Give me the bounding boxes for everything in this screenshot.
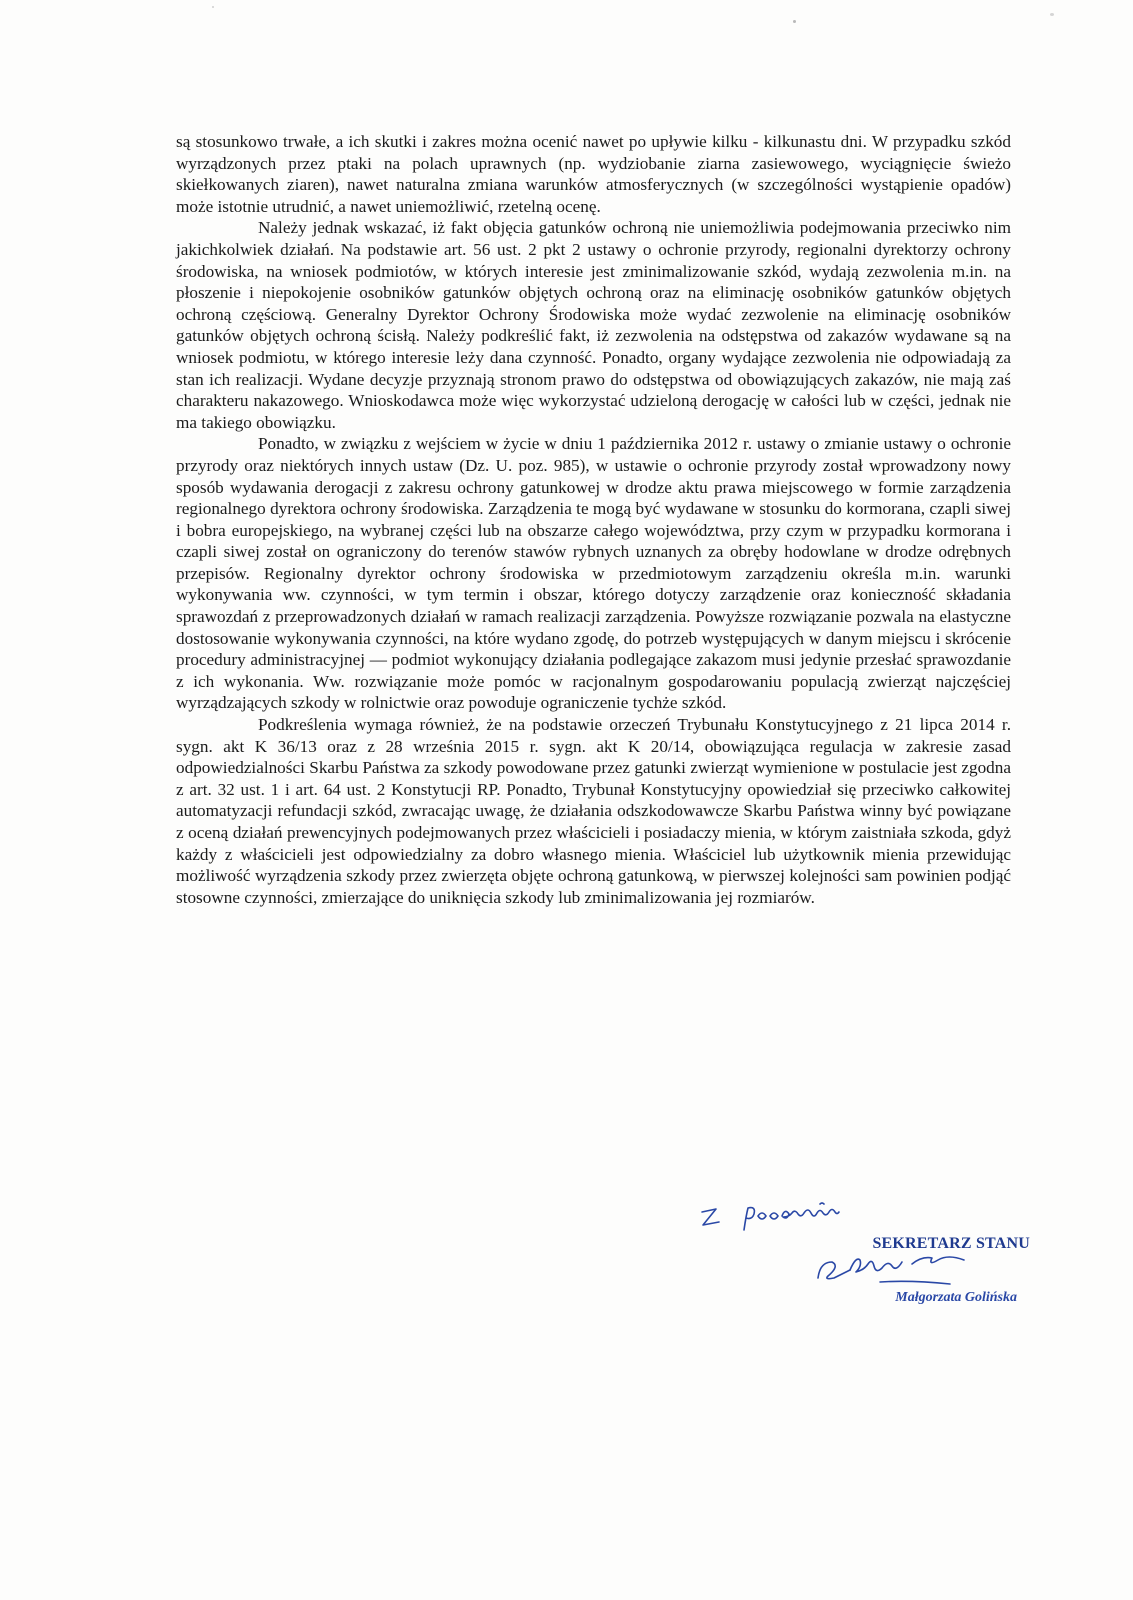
letter-body (176, 131, 1011, 908)
body-paragraph: są stosunkowo trwałe, a ich skutki i zakres można ocenić nawet po upływie kilku - kilkunastu dni. W przypadku szkód wyrządzonych przez ptaki na polach uprawnych (np. wydziobanie ziarna zasiewowego, wyciągnięcie świeżo skiełkowanych ziaren), nawet naturalna zmiana warunków atmosferycznych (w szczególności wystąpienie opadów) może istotnie utrudnić, a nawet uniemożliwić, rzetelną ocenę. (176, 132, 1011, 216)
scan-speck (793, 20, 796, 23)
body-paragraph: Należy jednak wskazać, iż fakt objęcia gatunków ochroną nie uniemożliwia podejmowania przeciwko nim jakichkolwiek działań. Na podstawie art. 56 ust. 2 pkt 2 ustawy o ochronie przyrody, regionalni dyrektorzy ochrony środowiska, na wniosek podmiotów, w których interesie jest zminimalizowanie szkód, wydają zezwolenia m.in. na płoszenie i niepokojenie osobników gatunków objętych ochroną oraz na eliminację osobników gatunków objętych ochroną częściową. Generalny Dyrektor Ochrony Środowiska może wydać zezwolenie na eliminację osobników gatunków objętych ochroną ścisłą. Należy podkreślić fakt, iż zezwolenia na odstępstwa od zakazów wydawane są na wniosek podmiotu, w którego interesie leży dana czynność. Ponadto, organy wydające zezwolenia nie odpowiadają za stan ich realizacji. Wydane decyzje przyznają stronom prawo do odstępstwa od obowiązujących zakazów, nie mają zaś charakteru nakazowego. Wnioskodawca może więc wykorzystać udzieloną derogację w całości lub w części, jednak nie ma takiego obowiązku. (176, 218, 1011, 432)
signatory-title: SEKRETARZ STANU (872, 1235, 1030, 1252)
body-paragraph: Ponadto, w związku z wejściem w życie w dniu 1 października 2012 r. ustawy o zmianie ustawy o ochronie przyrody oraz niektórych innych ustaw (Dz. U. poz. 985), w ustawie o ochronie przyrody został wprowadzony nowy sposób wydawania derogacji z zakresu ochrony gatunkowej w drodze aktu prawa miejscowego w formie zarządzenia regionalnego dyrektora ochrony środowiska. Zarządzenia te mogą być wydawane w stosunku do kormorana, czapli siwej i bobra europejskiego, na wybranej części lub na obszarze całego województwa, przy czym w przypadku kormorana i czapli siwej został on ograniczony do terenów stawów rybnych uznanych za obręby hodowlane w drodze odrębnych przepisów. Regionalny dyrektor ochrony środowiska w przedmiotowym zarządzeniu określa m.in. warunki wykonywania ww. czynności, w tym termin i obszar, którego dotyczy zarządzenie oraz konieczność składania sprawozdań z przeprowadzonych działań w ramach realizacji zarządzenia. Powyższe rozwiązanie pozwala na elastyczne dostosowanie wykonywania czynności, na które wydano zgodę, do potrzeb występujących w danym miejscu i skrócenie procedury administracyjnej — podmiot wykonujący działania podlegające zakazom musi jedynie przesłać sprawozdanie z ich wykonania. Ww. rozwiązanie może pomóc w racjonalnym gospodarowaniu populacją zwierząt najczęściej wyrządzających szkody w rolnictwie oraz powoduje ograniczenie tychże szkód. (176, 434, 1011, 713)
scan-speck (1050, 13, 1054, 16)
body-paragraph: Podkreślenia wymaga również, że na podstawie orzeczeń Trybunału Konstytucyjnego z 21 lipca 2014 r. sygn. akt K 36/13 oraz z 28 września 2015 r. sygn. akt K 20/14, obowiązująca regulacja w zakresie zasad odpowiedzialności Skarbu Państwa za szkody powodowane przez gatunki zwierząt wymienione w postulacie jest zgodna z art. 32 ust. 1 i art. 64 ust. 2 Konstytucji RP. Ponadto, Trybunał Konstytucyjny opowiedział się przeciwko całkowitej automatyzacji refundacji szkód, zwracając uwagę, że działania odszkodowawcze Skarbu Państwa winny być powiązane z oceną działań prewencyjnych podejmowanych przez właścicieli i posiadaczy mienia, w którym zaistniała szkoda, gdyż każdy z właścicieli jest odpowiedzialny za dobro własnego mienia. Właściciel lub użytkownik mienia przewidując możliwość wyrządzenia szkody przez zwierzęta objęte ochroną gatunkową, w pierwszej kolejności sam powinien podjąć stosowne czynności, zmierzające do uniknięcia szkody lub zminimalizowania jej rozmiarów. (176, 715, 1011, 907)
signature-block (700, 1200, 1030, 1310)
scan-speck (212, 6, 214, 8)
signatory-name: Małgorzata Golińska (895, 1290, 1017, 1305)
